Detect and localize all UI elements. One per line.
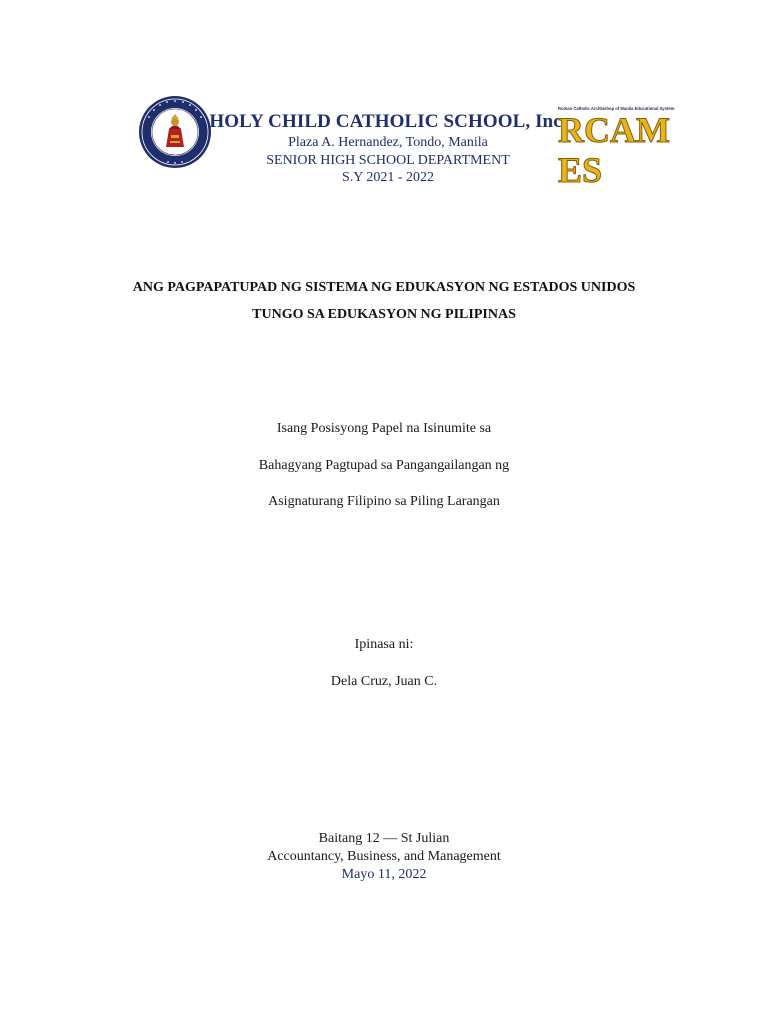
rcam-logo-text: RCAM ES: [558, 110, 670, 190]
school-name: HOLY CHILD CATHOLIC SCHOOL, Inc.: [209, 111, 567, 132]
grade-section: Baitang 12 — St Julian: [318, 831, 450, 846]
rcam-tagline: Roman Catholic Archbishop of Manila Educational System: [558, 106, 675, 111]
strand: Accountancy, Business, and Management: [267, 849, 501, 864]
school-year: S.Y 2021 - 2022: [341, 170, 435, 185]
description-line-1: Isang Posisyong Papel na Isinumite sa: [276, 421, 492, 436]
submitted-by-label: Ipinasa ni:: [354, 637, 414, 652]
school-header: [208, 110, 568, 187]
school-department: SENIOR HIGH SCHOOL DEPARTMENT: [266, 152, 510, 168]
title-line-2: TUNGO SA EDUKASYON NG PILIPINAS: [252, 307, 516, 322]
description-line-2: Bahagyang Pagtupad sa Pangangailangan ng: [258, 458, 510, 473]
rcam-es-logo: [558, 106, 714, 190]
submission-date: Mayo 11, 2022: [341, 867, 427, 882]
school-seal-logo: [138, 95, 212, 169]
author-name: Dela Cruz, Juan C.: [330, 674, 438, 689]
paper-title: [80, 274, 688, 328]
title-line-1: ANG PAGPAPATUPAD NG SISTEMA NG EDUKASYON NG ESTADOS UNIDOS: [132, 280, 636, 295]
description-line-3: Asignaturang Filipino sa Piling Larangan: [268, 494, 500, 509]
school-address: Plaza A. Hernandez, Tondo, Manila: [288, 135, 488, 150]
